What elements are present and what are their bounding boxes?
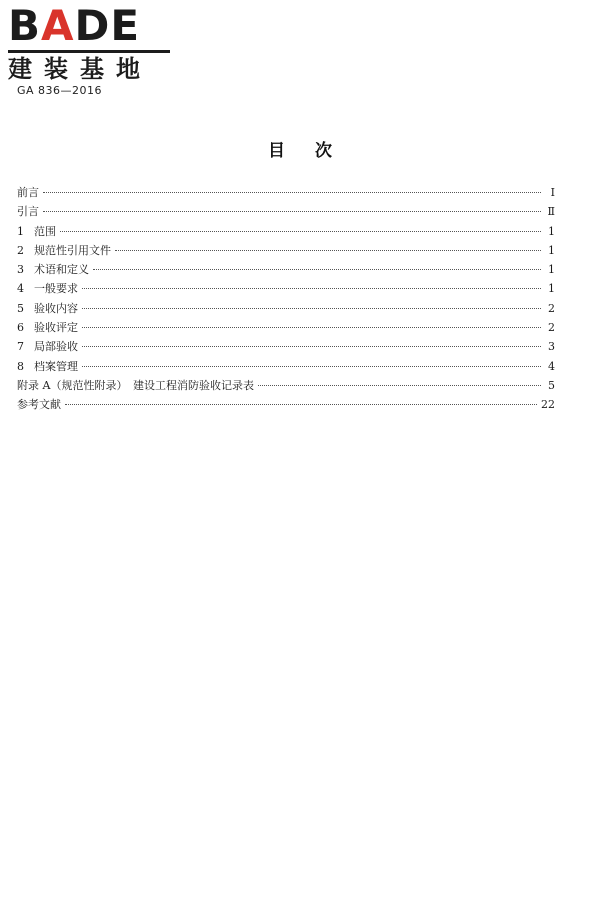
logo-wordmark: BADE bbox=[8, 1, 141, 50]
toc-leader-dots bbox=[115, 250, 541, 251]
toc-entry-number: 4 bbox=[17, 282, 24, 296]
standard-code: GA 836—2016 bbox=[17, 84, 103, 97]
toc-entry[interactable] bbox=[17, 184, 555, 203]
toc-entry[interactable] bbox=[17, 338, 555, 357]
toc-entry-page: 2 bbox=[548, 301, 555, 315]
toc-entry-page: 1 bbox=[548, 263, 555, 277]
toc-entry-page: 1 bbox=[548, 243, 555, 257]
toc-leader-dots bbox=[60, 231, 541, 232]
toc-entry-page: 4 bbox=[548, 359, 555, 373]
toc-entry[interactable] bbox=[17, 223, 555, 242]
table-of-contents bbox=[17, 184, 555, 416]
toc-entry-page: 1 bbox=[548, 282, 555, 296]
toc-leader-dots bbox=[82, 288, 541, 289]
toc-entry[interactable] bbox=[17, 396, 555, 415]
toc-entry-page: 5 bbox=[548, 378, 555, 392]
toc-entry-page: 3 bbox=[548, 340, 555, 354]
toc-entry-label: 一般要求 bbox=[34, 282, 78, 296]
logo-chinese-text: 建装基地 bbox=[8, 55, 152, 83]
toc-entry-label: 档案管理 bbox=[34, 359, 78, 373]
toc-entry-label: 局部验收 bbox=[34, 340, 78, 354]
bade-logo bbox=[8, 1, 178, 83]
toc-entry[interactable] bbox=[17, 280, 555, 299]
toc-entry-number: 1 bbox=[17, 224, 24, 238]
toc-leader-dots bbox=[258, 385, 541, 386]
toc-entry-label: 前言 bbox=[17, 186, 39, 199]
toc-entry[interactable] bbox=[17, 242, 555, 261]
toc-entry-number: 2 bbox=[17, 243, 24, 257]
toc-entry-number: 8 bbox=[17, 359, 24, 373]
toc-entry-number: 7 bbox=[17, 340, 24, 354]
toc-entry-number: 3 bbox=[17, 263, 24, 277]
toc-leader-dots bbox=[82, 308, 541, 309]
toc-entry-page: Ⅰ bbox=[550, 186, 555, 199]
logo-underline bbox=[8, 50, 170, 53]
toc-entry-label: 引言 bbox=[17, 205, 39, 219]
toc-entry-page: Ⅱ bbox=[547, 205, 555, 219]
toc-entry-page: 22 bbox=[541, 398, 555, 412]
toc-entry-label: 规范性引用文件 bbox=[34, 243, 111, 257]
toc-entry[interactable] bbox=[17, 261, 555, 280]
toc-entry[interactable] bbox=[17, 300, 555, 319]
toc-leader-dots bbox=[82, 366, 541, 367]
toc-entry-label: 参考文献 bbox=[17, 398, 61, 412]
toc-leader-dots bbox=[82, 327, 541, 328]
toc-entry[interactable] bbox=[17, 358, 555, 377]
toc-entry-label: 验收评定 bbox=[34, 321, 78, 335]
toc-entry[interactable] bbox=[17, 377, 555, 396]
toc-entry-label: 范围 bbox=[34, 224, 56, 238]
toc-leader-dots bbox=[43, 211, 541, 212]
toc-leader-dots bbox=[65, 404, 537, 405]
toc-entry-label: 附录 A（规范性附录） 建设工程消防验收记录表 bbox=[17, 378, 254, 392]
toc-entry-label: 验收内容 bbox=[34, 301, 78, 315]
toc-title: 目次 bbox=[268, 141, 362, 161]
toc-entry-number: 6 bbox=[17, 321, 24, 335]
toc-leader-dots bbox=[82, 346, 541, 347]
toc-entry[interactable] bbox=[17, 203, 555, 222]
toc-entry-page: 2 bbox=[548, 321, 555, 335]
toc-entry-page: 1 bbox=[548, 224, 555, 238]
toc-leader-dots bbox=[43, 192, 541, 193]
toc-entry[interactable] bbox=[17, 319, 555, 338]
toc-entry-label: 术语和定义 bbox=[34, 263, 89, 277]
toc-entry-number: 5 bbox=[17, 301, 24, 315]
toc-leader-dots bbox=[93, 269, 541, 270]
